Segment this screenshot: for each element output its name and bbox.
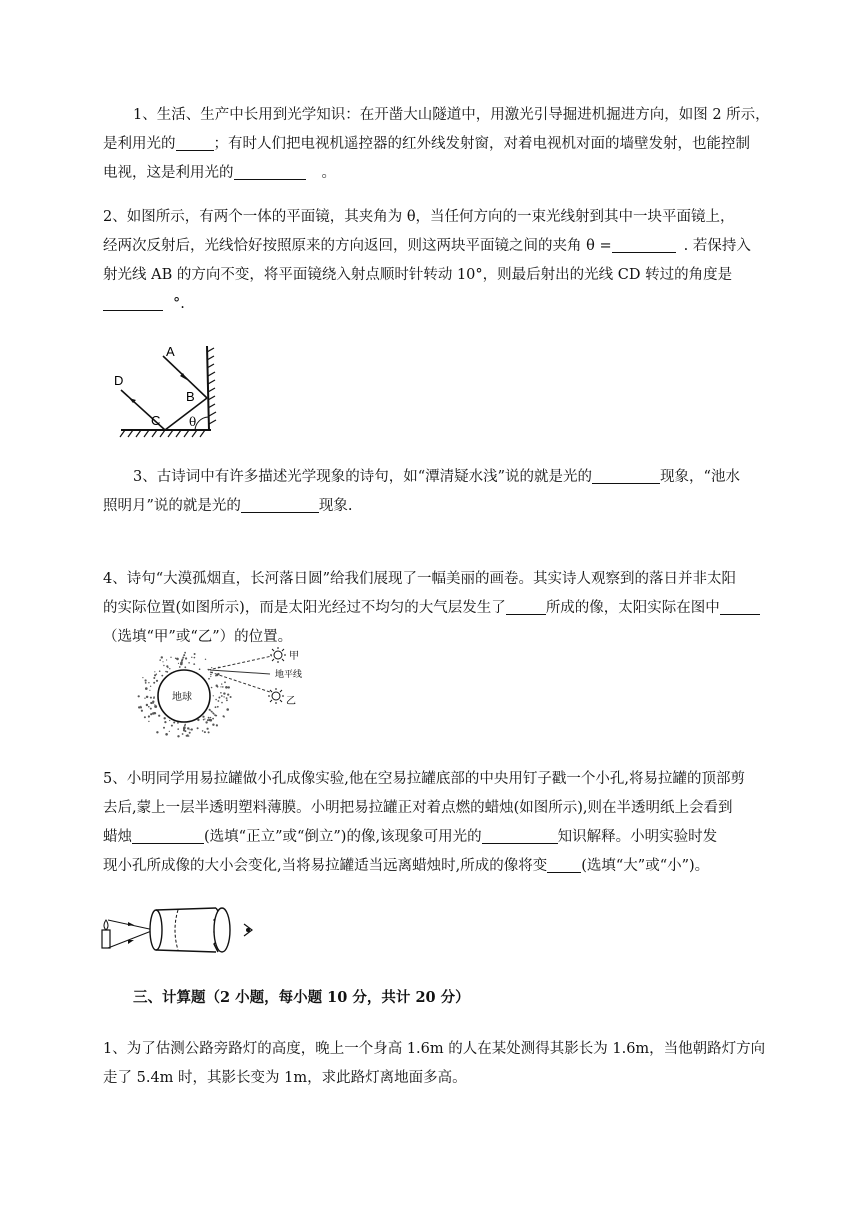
q2-line-3: 射光线 AB 的方向不变，将平面镜绕入射点顺时针转动 10°，则最后射出的光线 CD 转过的角度是 [103, 267, 733, 283]
label-yi: 乙 [286, 696, 296, 707]
label-horizon: 地平线 [275, 670, 303, 680]
label-earth: 地球 [172, 692, 192, 703]
q3-line-2: 照明月”说的就是光的 现象. [103, 498, 353, 514]
mirror-reflection-figure [103, 338, 249, 440]
answer-blank[interactable] [103, 294, 163, 311]
answer-blank[interactable] [592, 467, 660, 484]
label-c: C [151, 413, 161, 428]
q5-line-4: 现小孔所成像的大小会变化,当将易拉罐适当远离蜡烛时,所成的像将变 (选填“大”或“小”)。 [103, 858, 710, 874]
section-heading [103, 983, 803, 1012]
pinhole-camera-figure [98, 898, 262, 958]
answer-blank[interactable] [547, 856, 581, 873]
label-a: A [166, 344, 175, 359]
q1-line-2: 是利用光的 ；有时人们把电视机遥控器的红外线发射窗，对着电视机对面的墙壁发射，也能控制 [103, 136, 750, 152]
answer-blank[interactable] [132, 827, 204, 844]
calc-question-1 [103, 1035, 803, 1093]
calc1-line-2: 走了 5.4m 时，其影长变为 1m，求此路灯离地面多高。 [103, 1070, 467, 1086]
answer-blank[interactable] [482, 827, 558, 844]
question-4 [103, 565, 803, 652]
q2-line-4: °. [103, 290, 803, 319]
question-1 [103, 101, 803, 188]
q4-line-3: （选填“甲”或“乙”）的位置。 [103, 629, 293, 645]
q4-line-1: 4、诗句“大漠孤烟直，长河落日圆”给我们展现了一幅美丽的画卷。其实诗人观察到的落日并非太阳 [103, 571, 737, 587]
answer-blank[interactable] [176, 134, 214, 151]
atmosphere-refraction-figure [132, 642, 318, 740]
q3-line-1: 3、古诗词中有许多描述光学现象的诗句，如“潭清疑水浅”说的就是光的 现象，“池水 [133, 469, 740, 485]
answer-blank[interactable] [234, 163, 306, 180]
question-2 [103, 203, 803, 319]
q5-line-2: 去后,蒙上一层半透明塑料薄膜。小明把易拉罐正对着点燃的蜡烛(如图所示),则在半透明纸上会看到 [103, 800, 733, 816]
answer-blank[interactable] [720, 598, 760, 615]
label-jia: 甲 [289, 651, 299, 662]
question-5 [103, 765, 803, 881]
question-3 [103, 463, 803, 521]
label-d: D [114, 373, 124, 388]
q4-line-2: 的实际位置(如图所示)，而是太阳光经过不均匀的大气层发生了 所成的像，太阳实际在图中 [103, 594, 803, 623]
q2-line-2: 经两次反射后，光线恰好按照原来的方向返回，则这两块平面镜之间的夹角 θ = . 若保持入 [103, 238, 751, 254]
answer-blank[interactable] [241, 496, 319, 513]
q2-line-1: 2、如图所示，有两个一体的平面镜，其夹角为 θ，当任何方向的一束光线射到其中一块平面镜上， [103, 209, 735, 225]
section-3-title: 三、计算题（2 小题，每小题 10 分，共计 20 分） [133, 989, 470, 1006]
q1-line-1: 1、生活、生产中长用到光学知识：在开凿大山隧道中，用激光引导掘进机掘进方向，如图 2 所示， [133, 107, 770, 123]
label-b: B [186, 389, 195, 404]
q5-line-1: 5、小明同学用易拉罐做小孔成像实验,他在空易拉罐底部的中央用钉子戳一个小孔,将易拉罐的顶部剪 [103, 771, 745, 787]
label-theta: θ [189, 415, 197, 429]
q1-line-3: 电视，这是利用光的 。 [103, 165, 336, 181]
q5-line-3: 蜡烛 (选填“正立”或“倒立”)的像,该现象可用光的 知识解释。小明实验时发 [103, 829, 718, 845]
calc1-line-1: 1、为了估测公路旁路灯的高度，晚上一个身高 1.6m 的人在某处测得其影长为 1.6m，当他朝路灯方向 [103, 1041, 766, 1057]
answer-blank[interactable] [612, 236, 676, 253]
answer-blank[interactable] [506, 598, 546, 615]
